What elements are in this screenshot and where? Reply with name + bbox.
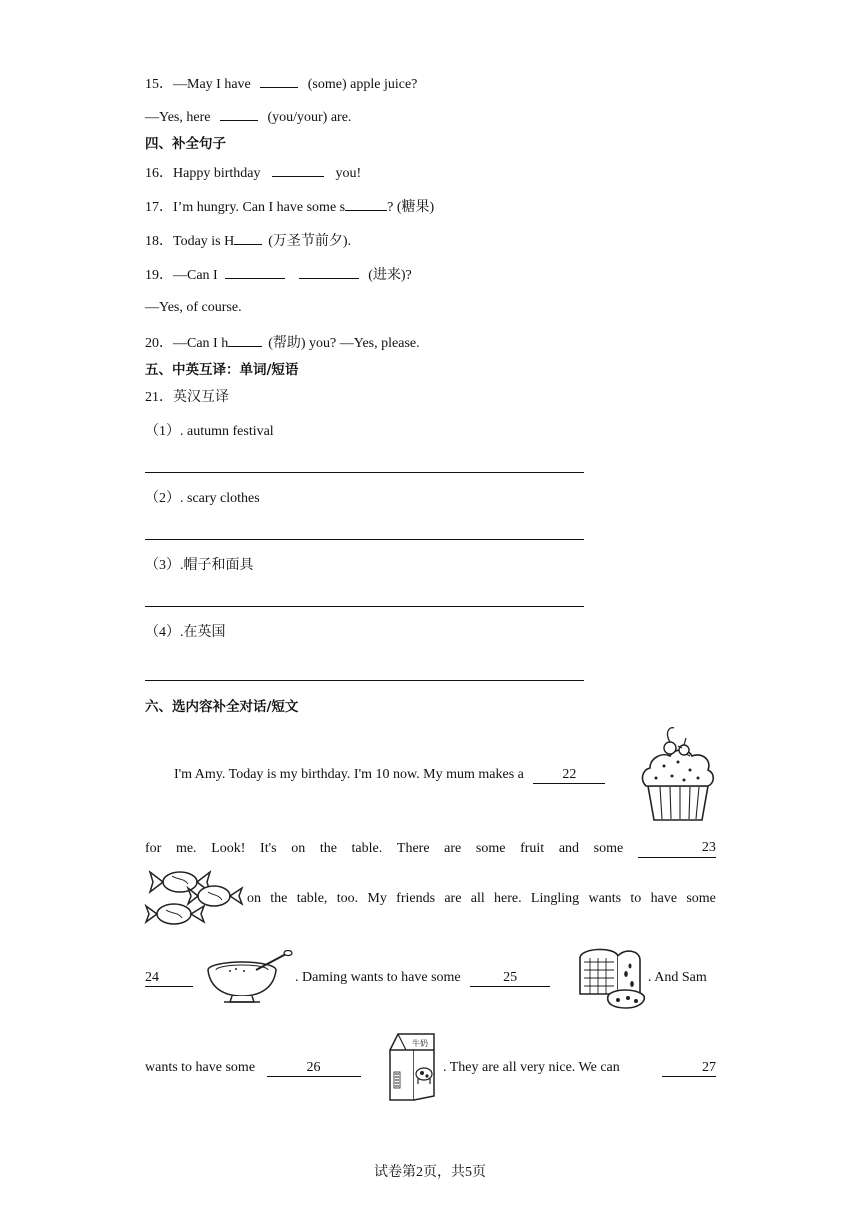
word: some bbox=[475, 841, 506, 856]
q21-item-1: （1）. autumn festival bbox=[145, 424, 274, 439]
q17-text-b: ? (糖果) bbox=[387, 200, 435, 215]
section-4-heading: 四、补全句子 bbox=[145, 136, 226, 152]
passage-text-4: . Daming wants to have some bbox=[295, 970, 461, 985]
word: are bbox=[444, 891, 462, 906]
q18-line bbox=[145, 231, 351, 251]
q21-answer-line-1[interactable] bbox=[145, 472, 584, 473]
word: My bbox=[367, 891, 387, 906]
word: Look! bbox=[211, 841, 246, 856]
word: for bbox=[145, 841, 162, 856]
q15-text-d: (you/your) are. bbox=[267, 110, 352, 125]
blank-25[interactable] bbox=[470, 970, 550, 987]
passage-line-3 bbox=[247, 890, 716, 908]
word: the bbox=[270, 891, 288, 906]
word: table. bbox=[351, 841, 383, 856]
q21-answer-line-2[interactable] bbox=[145, 539, 584, 540]
word: friends bbox=[396, 891, 436, 906]
q15-line bbox=[145, 74, 417, 94]
word: me. bbox=[175, 841, 197, 856]
page-footer: 试卷第2页，共5页 bbox=[374, 1165, 486, 1180]
word: all bbox=[470, 891, 485, 906]
q20-blank[interactable] bbox=[228, 333, 262, 347]
bread-icon bbox=[574, 944, 650, 1010]
q21-item-4: （4）.在英国 bbox=[145, 625, 226, 640]
passage-text-1: I'm Amy. Today is my birthday. I'm 10 now. My mum makes a bbox=[174, 767, 524, 782]
passage-line-4-mid bbox=[295, 969, 550, 987]
q19-text-b: (进来)? bbox=[368, 268, 412, 283]
word: to bbox=[630, 891, 642, 906]
q17-line bbox=[145, 197, 434, 217]
passage-line-1 bbox=[174, 766, 605, 784]
blank-25-number: 25 bbox=[503, 970, 518, 985]
word: and bbox=[558, 841, 580, 856]
q16-text-b: you! bbox=[335, 166, 362, 181]
word: the bbox=[319, 841, 337, 856]
q15-text-b: (some) apple juice? bbox=[307, 77, 418, 92]
q19-text-a: 19．—Can I bbox=[145, 268, 218, 283]
q21-item-3: （3）.帽子和面具 bbox=[145, 558, 254, 573]
blank-26[interactable] bbox=[267, 1060, 361, 1077]
word: wants bbox=[588, 891, 622, 906]
section-5-heading: 五、中英互译：单词/短语 bbox=[145, 362, 299, 378]
porridge-bowl-icon bbox=[202, 950, 294, 1006]
q21-answer-line-4[interactable] bbox=[145, 680, 584, 681]
passage-line-5-end bbox=[662, 1059, 716, 1077]
word: There bbox=[396, 841, 430, 856]
q15-text-c: —Yes, here bbox=[145, 110, 211, 125]
blank-26-number: 26 bbox=[306, 1060, 321, 1075]
candy-icon bbox=[144, 864, 244, 932]
q21-title: 21．英汉互译 bbox=[145, 390, 229, 405]
milk-carton-label: 牛奶 bbox=[412, 1039, 428, 1048]
word: on bbox=[247, 891, 261, 906]
passage-text-5a: wants to have some bbox=[145, 1060, 256, 1075]
q20-line bbox=[145, 333, 420, 353]
q16-text-a: 16．Happy birthday bbox=[145, 166, 261, 181]
q17-text-a: 17．I’m hungry. Can I have some s bbox=[145, 200, 346, 215]
word: are bbox=[444, 841, 462, 856]
word: table, bbox=[296, 891, 328, 906]
blank-24[interactable] bbox=[145, 970, 193, 987]
q19-blank-1[interactable] bbox=[225, 265, 285, 279]
q17-blank[interactable] bbox=[345, 197, 387, 211]
word: on bbox=[291, 841, 306, 856]
passage-line-4-start bbox=[145, 969, 193, 987]
q19-line bbox=[145, 265, 412, 285]
blank-23-number: 23 bbox=[701, 840, 716, 855]
word: too. bbox=[336, 891, 359, 906]
q20-text-b: (帮助) you? —Yes, please. bbox=[268, 336, 420, 351]
q19-response: —Yes, of course. bbox=[145, 300, 242, 315]
blank-22-number: 22 bbox=[562, 767, 577, 782]
word: Lingling bbox=[530, 891, 580, 906]
blank-23[interactable] bbox=[638, 840, 716, 858]
word: here. bbox=[494, 891, 522, 906]
q18-blank[interactable] bbox=[234, 231, 262, 245]
blank-22[interactable] bbox=[533, 767, 605, 784]
passage-line-5-start bbox=[145, 1059, 361, 1077]
q18-text-b: (万圣节前夕). bbox=[268, 234, 352, 249]
word: It's bbox=[260, 841, 277, 856]
q16-blank[interactable] bbox=[272, 163, 324, 177]
q16-line bbox=[145, 163, 361, 183]
q15-blank-2[interactable] bbox=[220, 107, 258, 121]
passage-line-4-end: . And Sam bbox=[648, 970, 707, 985]
section-6-heading: 六、选内容补全对话/短文 bbox=[145, 699, 299, 715]
q20-text-a: 20．—Can I h bbox=[145, 336, 229, 351]
word: some bbox=[686, 891, 716, 906]
q15-response bbox=[145, 107, 351, 127]
passage-line-5-mid: . They are all very nice. We can bbox=[443, 1060, 620, 1075]
blank-24-number: 24 bbox=[145, 970, 159, 985]
q21-item-2: （2）. scary clothes bbox=[145, 491, 260, 506]
milk-carton-icon bbox=[384, 1030, 440, 1102]
q15-text-a: 15．—May I have bbox=[145, 77, 251, 92]
word: some bbox=[593, 841, 624, 856]
q18-text-a: 18．Today is H bbox=[145, 234, 235, 249]
blank-27[interactable] bbox=[662, 1060, 716, 1077]
q19-blank-2[interactable] bbox=[299, 265, 359, 279]
word: fruit bbox=[520, 841, 545, 856]
q21-answer-line-3[interactable] bbox=[145, 606, 584, 607]
blank-27-number: 27 bbox=[702, 1060, 716, 1075]
passage-line-2 bbox=[145, 840, 716, 858]
q15-blank-1[interactable] bbox=[260, 74, 298, 88]
word: have bbox=[650, 891, 678, 906]
cupcake-icon bbox=[638, 724, 718, 824]
